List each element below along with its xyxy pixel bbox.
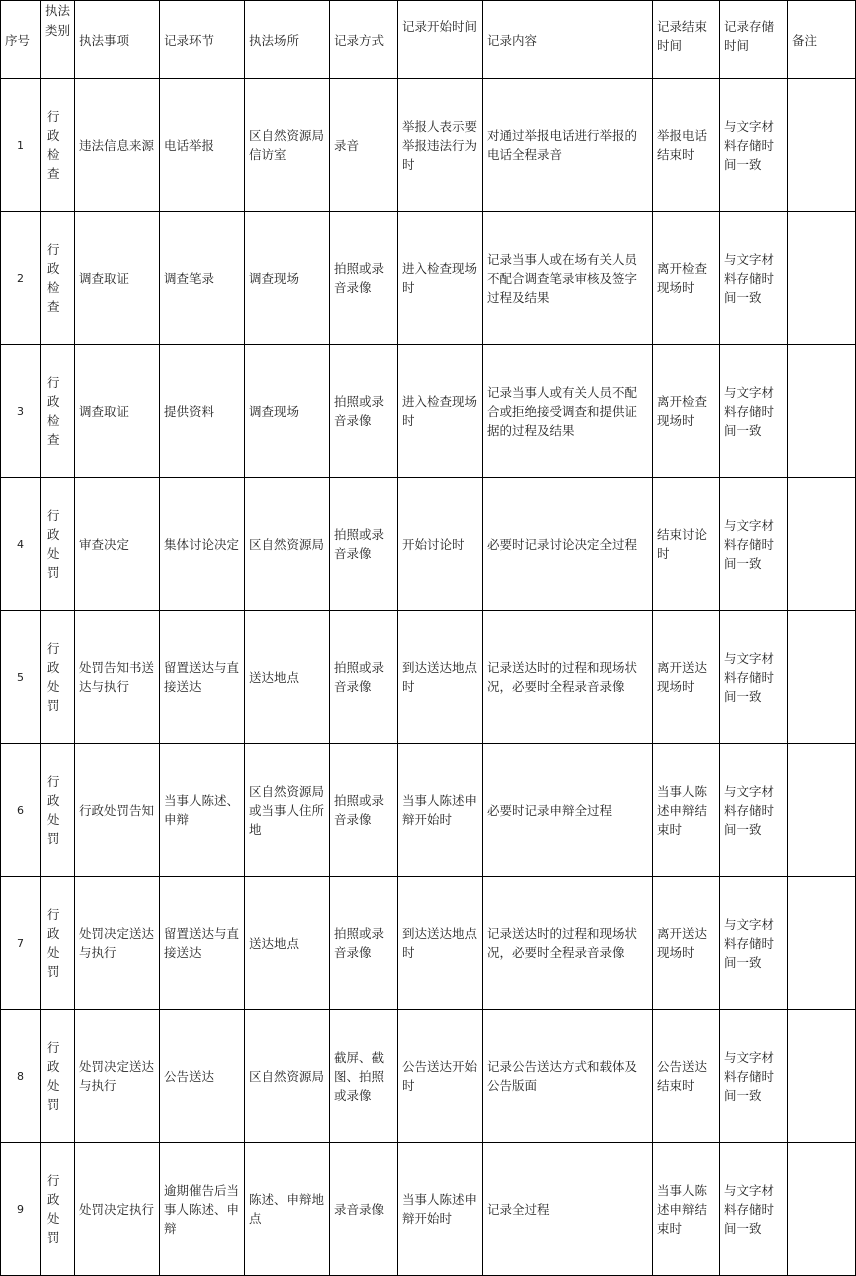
cell-method: 拍照或录音录像 <box>330 744 398 877</box>
cell-index: 5 <box>1 611 41 744</box>
header-cell-end-time: 记录结束时间 <box>653 1 720 79</box>
cell-matter: 调查取证 <box>75 212 160 345</box>
header-cell-start-time: 记录开始时间 <box>398 1 483 79</box>
cell-storage-time: 与文字材料存储时间一致 <box>720 877 788 1010</box>
cell-remarks <box>788 212 856 345</box>
cell-category: 行政处罚 <box>41 877 75 1010</box>
table-row <box>1 744 856 877</box>
table-row <box>1 345 856 478</box>
cell-start-time: 举报人表示要举报违法行为时 <box>398 79 483 212</box>
cell-category: 行政处罚 <box>41 744 75 877</box>
cell-method: 拍照或录音录像 <box>330 478 398 611</box>
header-cell-matter: 执法事项 <box>75 1 160 79</box>
cell-content: 记录公告送达方式和载体及公告版面 <box>483 1010 653 1143</box>
header-cell-index: 序号 <box>1 1 41 79</box>
cell-start-time: 进入检查现场时 <box>398 345 483 478</box>
cell-method: 录音录像 <box>330 1143 398 1276</box>
cell-content: 记录当事人或在场有关人员不配合调查笔录审核及签字过程及结果 <box>483 212 653 345</box>
cell-category: 行政处罚 <box>41 478 75 611</box>
cell-location: 区自然资源局 <box>245 1010 330 1143</box>
cell-index: 9 <box>1 1143 41 1276</box>
cell-remarks <box>788 79 856 212</box>
cell-method: 拍照或录音录像 <box>330 877 398 1010</box>
cell-category: 行政检查 <box>41 212 75 345</box>
cell-matter: 违法信息来源 <box>75 79 160 212</box>
cell-content: 对通过举报电话进行举报的电话全程录音 <box>483 79 653 212</box>
cell-matter: 处罚决定送达与执行 <box>75 1010 160 1143</box>
cell-start-time: 到达送达地点时 <box>398 877 483 1010</box>
table-row <box>1 79 856 212</box>
cell-content: 记录当事人或有关人员不配合或拒绝接受调查和提供证据的过程及结果 <box>483 345 653 478</box>
cell-remarks <box>788 877 856 1010</box>
cell-start-time: 进入检查现场时 <box>398 212 483 345</box>
cell-storage-time: 与文字材料存储时间一致 <box>720 79 788 212</box>
cell-end-time: 公告送达结束时 <box>653 1010 720 1143</box>
cell-storage-time: 与文字材料存储时间一致 <box>720 478 788 611</box>
cell-remarks <box>788 744 856 877</box>
header-cell-category: 执法类别 <box>41 1 75 79</box>
cell-remarks <box>788 1010 856 1143</box>
cell-index: 6 <box>1 744 41 877</box>
cell-stage: 提供资料 <box>160 345 245 478</box>
cell-location: 区自然资源局或当事人住所地 <box>245 744 330 877</box>
cell-end-time: 当事人陈述申辩结束时 <box>653 1143 720 1276</box>
header-row <box>1 1 856 79</box>
cell-index: 1 <box>1 79 41 212</box>
cell-category: 行政处罚 <box>41 611 75 744</box>
cell-storage-time: 与文字材料存储时间一致 <box>720 1010 788 1143</box>
cell-stage: 留置送达与直接送达 <box>160 877 245 1010</box>
table-row <box>1 877 856 1010</box>
cell-end-time: 离开送达现场时 <box>653 877 720 1010</box>
cell-storage-time: 与文字材料存储时间一致 <box>720 212 788 345</box>
cell-end-time: 举报电话结束时 <box>653 79 720 212</box>
cell-remarks <box>788 478 856 611</box>
header-cell-storage-time: 记录存储时间 <box>720 1 788 79</box>
cell-stage: 留置送达与直接送达 <box>160 611 245 744</box>
cell-stage: 公告送达 <box>160 1010 245 1143</box>
header-cell-content: 记录内容 <box>483 1 653 79</box>
cell-content: 必要时记录申辩全过程 <box>483 744 653 877</box>
cell-matter: 处罚决定执行 <box>75 1143 160 1276</box>
cell-matter: 审查决定 <box>75 478 160 611</box>
table-row <box>1 611 856 744</box>
cell-start-time: 当事人陈述申辩开始时 <box>398 744 483 877</box>
cell-stage: 当事人陈述、申辩 <box>160 744 245 877</box>
cell-index: 3 <box>1 345 41 478</box>
cell-stage: 集体讨论决定 <box>160 478 245 611</box>
cell-method: 截屏、截图、拍照或录像 <box>330 1010 398 1143</box>
table-row <box>1 478 856 611</box>
header-cell-location: 执法场所 <box>245 1 330 79</box>
cell-storage-time: 与文字材料存储时间一致 <box>720 345 788 478</box>
cell-storage-time: 与文字材料存储时间一致 <box>720 1143 788 1276</box>
cell-start-time: 当事人陈述申辩开始时 <box>398 1143 483 1276</box>
cell-end-time: 当事人陈述申辩结束时 <box>653 744 720 877</box>
cell-content: 记录送达时的过程和现场状况，必要时全程录音录像 <box>483 877 653 1010</box>
cell-method: 录音 <box>330 79 398 212</box>
cell-location: 区自然资源局信访室 <box>245 79 330 212</box>
cell-storage-time: 与文字材料存储时间一致 <box>720 744 788 877</box>
cell-method: 拍照或录音录像 <box>330 611 398 744</box>
cell-remarks <box>788 1143 856 1276</box>
cell-content: 必要时记录讨论决定全过程 <box>483 478 653 611</box>
cell-remarks <box>788 345 856 478</box>
cell-index: 7 <box>1 877 41 1010</box>
cell-start-time: 开始讨论时 <box>398 478 483 611</box>
cell-category: 行政处罚 <box>41 1143 75 1276</box>
header-cell-method: 记录方式 <box>330 1 398 79</box>
table-row <box>1 212 856 345</box>
cell-location: 送达地点 <box>245 611 330 744</box>
cell-remarks <box>788 611 856 744</box>
cell-index: 8 <box>1 1010 41 1143</box>
table-body <box>1 79 856 1276</box>
cell-method: 拍照或录音录像 <box>330 345 398 478</box>
cell-category: 行政处罚 <box>41 1010 75 1143</box>
cell-matter: 处罚告知书送达与执行 <box>75 611 160 744</box>
cell-location: 送达地点 <box>245 877 330 1010</box>
cell-start-time: 到达送达地点时 <box>398 611 483 744</box>
cell-category: 行政检查 <box>41 345 75 478</box>
table-row <box>1 1143 856 1276</box>
cell-start-time: 公告送达开始时 <box>398 1010 483 1143</box>
cell-location: 调查现场 <box>245 345 330 478</box>
cell-category: 行政检查 <box>41 79 75 212</box>
cell-matter: 行政处罚告知 <box>75 744 160 877</box>
cell-content: 记录送达时的过程和现场状况，必要时全程录音录像 <box>483 611 653 744</box>
cell-stage: 电话举报 <box>160 79 245 212</box>
table-row <box>1 1010 856 1143</box>
cell-end-time: 离开送达现场时 <box>653 611 720 744</box>
cell-stage: 调查笔录 <box>160 212 245 345</box>
header-cell-stage: 记录环节 <box>160 1 245 79</box>
cell-matter: 调查取证 <box>75 345 160 478</box>
cell-location: 区自然资源局 <box>245 478 330 611</box>
cell-index: 4 <box>1 478 41 611</box>
cell-end-time: 离开检查现场时 <box>653 212 720 345</box>
header-cell-remarks: 备注 <box>788 1 856 79</box>
cell-end-time: 离开检查现场时 <box>653 345 720 478</box>
cell-index: 2 <box>1 212 41 345</box>
cell-storage-time: 与文字材料存储时间一致 <box>720 611 788 744</box>
cell-method: 拍照或录音录像 <box>330 212 398 345</box>
cell-location: 调查现场 <box>245 212 330 345</box>
cell-location: 陈述、申辩地点 <box>245 1143 330 1276</box>
cell-end-time: 结束讨论时 <box>653 478 720 611</box>
cell-content: 记录全过程 <box>483 1143 653 1276</box>
cell-stage: 逾期催告后当事人陈述、申辩 <box>160 1143 245 1276</box>
cell-matter: 处罚决定送达与执行 <box>75 877 160 1010</box>
